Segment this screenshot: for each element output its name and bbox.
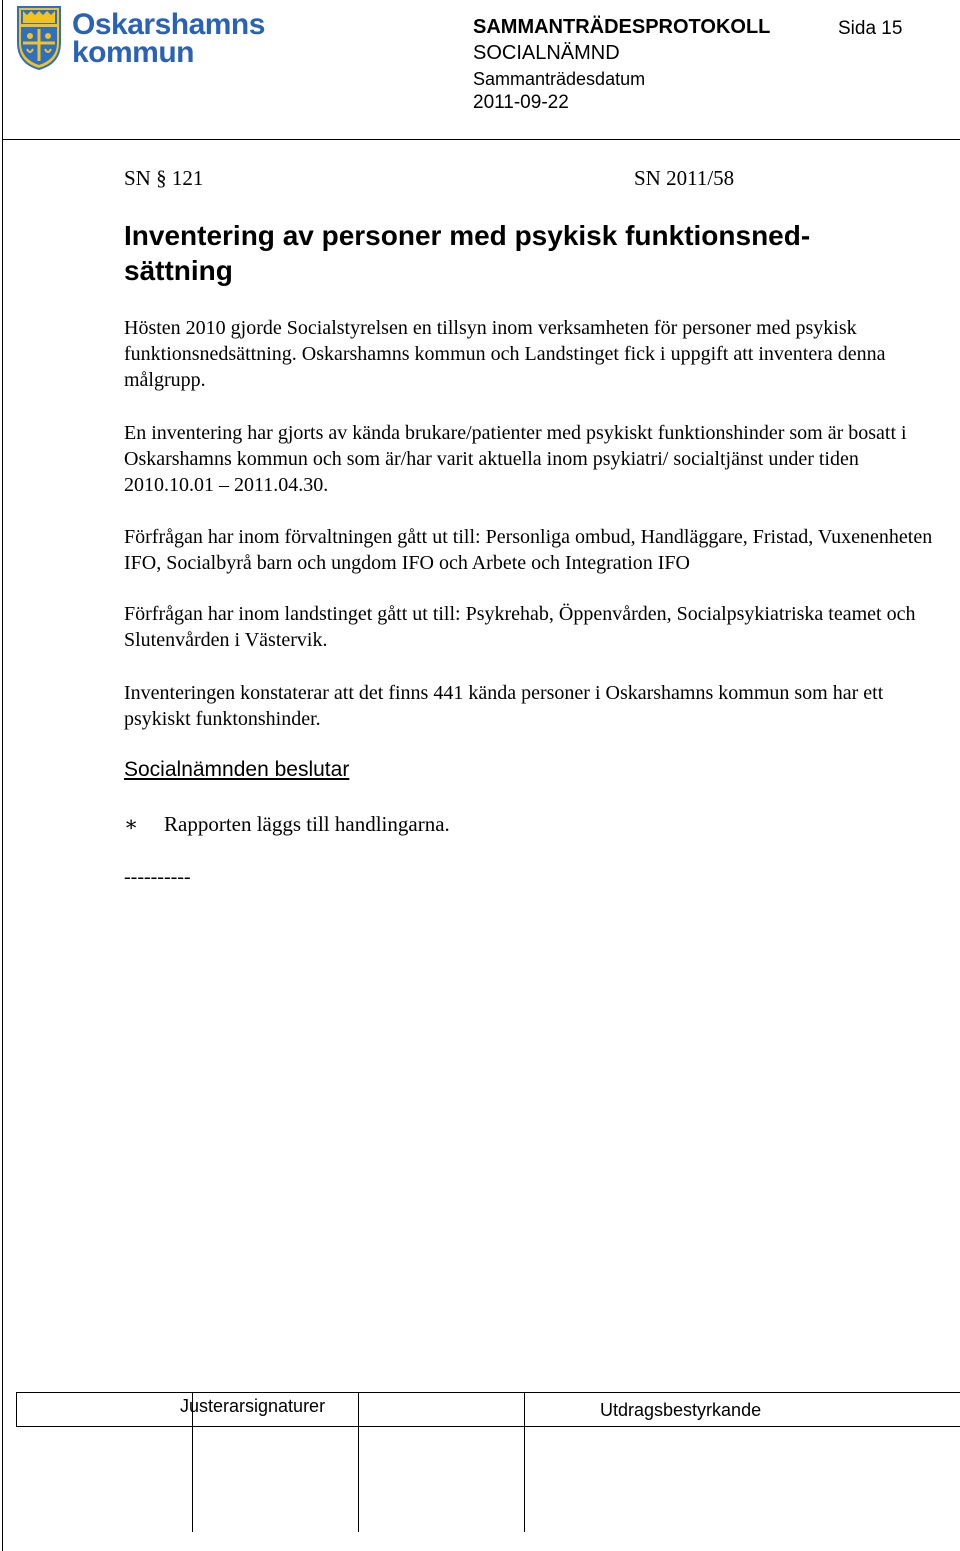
section-title-line2: sättning <box>124 255 233 286</box>
paragraph-administration-inquiry: Förfrågan har inom förvaltningen gått ut till: Personliga ombud, Handläggare, Fristad, Vuxenenheten IFO, Socialbyrå barn och ungdom IFO och Arbete och Integration IFO <box>124 526 933 574</box>
paragraph-conclusion: Inventeringen konstaterar att det finns 441 kända personer i Oskarshamns kommun som har ett psykiskt funktonshinder. <box>124 682 884 730</box>
section-end-separator: ---------- <box>124 866 191 888</box>
paragraph-county-inquiry: Förfrågan har inom landstinget gått ut till: Psykrehab, Öppenvården, Socialpsykiatriska teamet och Slutenvården i Västervik. <box>124 603 916 651</box>
meeting-date-label: Sammanträdesdatum <box>473 69 646 89</box>
section-number: SN § 121 <box>124 166 204 190</box>
case-number: SN 2011/58 <box>634 166 735 190</box>
footer-divider <box>358 1392 359 1532</box>
footer-mid-rule <box>16 1426 960 1427</box>
decision-item: Rapporten läggs till handlingarna. <box>164 812 450 836</box>
meeting-date: 2011-09-22 <box>473 92 569 113</box>
decision-heading: Socialnämnden beslutar <box>124 758 350 781</box>
footer-divider <box>16 1392 17 1426</box>
logo-wordmark <box>72 8 265 69</box>
municipality-logo <box>15 5 265 75</box>
page-number: Sida 15 <box>838 18 903 39</box>
section-title <box>124 218 884 288</box>
footer-top-rule <box>16 1392 960 1393</box>
logo-wordmark-line1: Oskarshamns <box>72 8 265 41</box>
coat-of-arms-icon <box>15 5 63 71</box>
bullet-asterisk-icon: ∗ <box>124 812 139 836</box>
paragraph-inventory: En inventering har gjorts av kända brukare/patienter med psykiskt funktionshinder som är bosatt i Oskarshamns kommun och som är/har varit aktuella inom psykiatri/ socialtjänst under tiden 2010.10.01 – 2011.04.30. <box>124 422 907 496</box>
document-type: SAMMANTRÄDESPROTOKOLL <box>473 16 771 38</box>
signatures-label: Justerarsignaturer <box>180 1396 326 1416</box>
committee-name: SOCIALNÄMND <box>473 42 620 64</box>
footer-divider <box>524 1392 525 1532</box>
certification-label: Utdragsbestyrkande <box>600 1400 762 1420</box>
section-title-line1: Inventering av personer med psykisk funktionsned- <box>124 220 811 251</box>
paragraph-background: Hösten 2010 gjorde Socialstyrelsen en tillsyn inom verksamheten för personer med psykisk funktionsnedsättning. Oskarshamns kommun och Landstinget fick i uppgift att inventera denna målgrupp. <box>124 317 886 391</box>
logo-wordmark-line2: kommun <box>72 36 195 69</box>
header-divider <box>2 139 960 140</box>
page-left-rule <box>2 0 3 1551</box>
